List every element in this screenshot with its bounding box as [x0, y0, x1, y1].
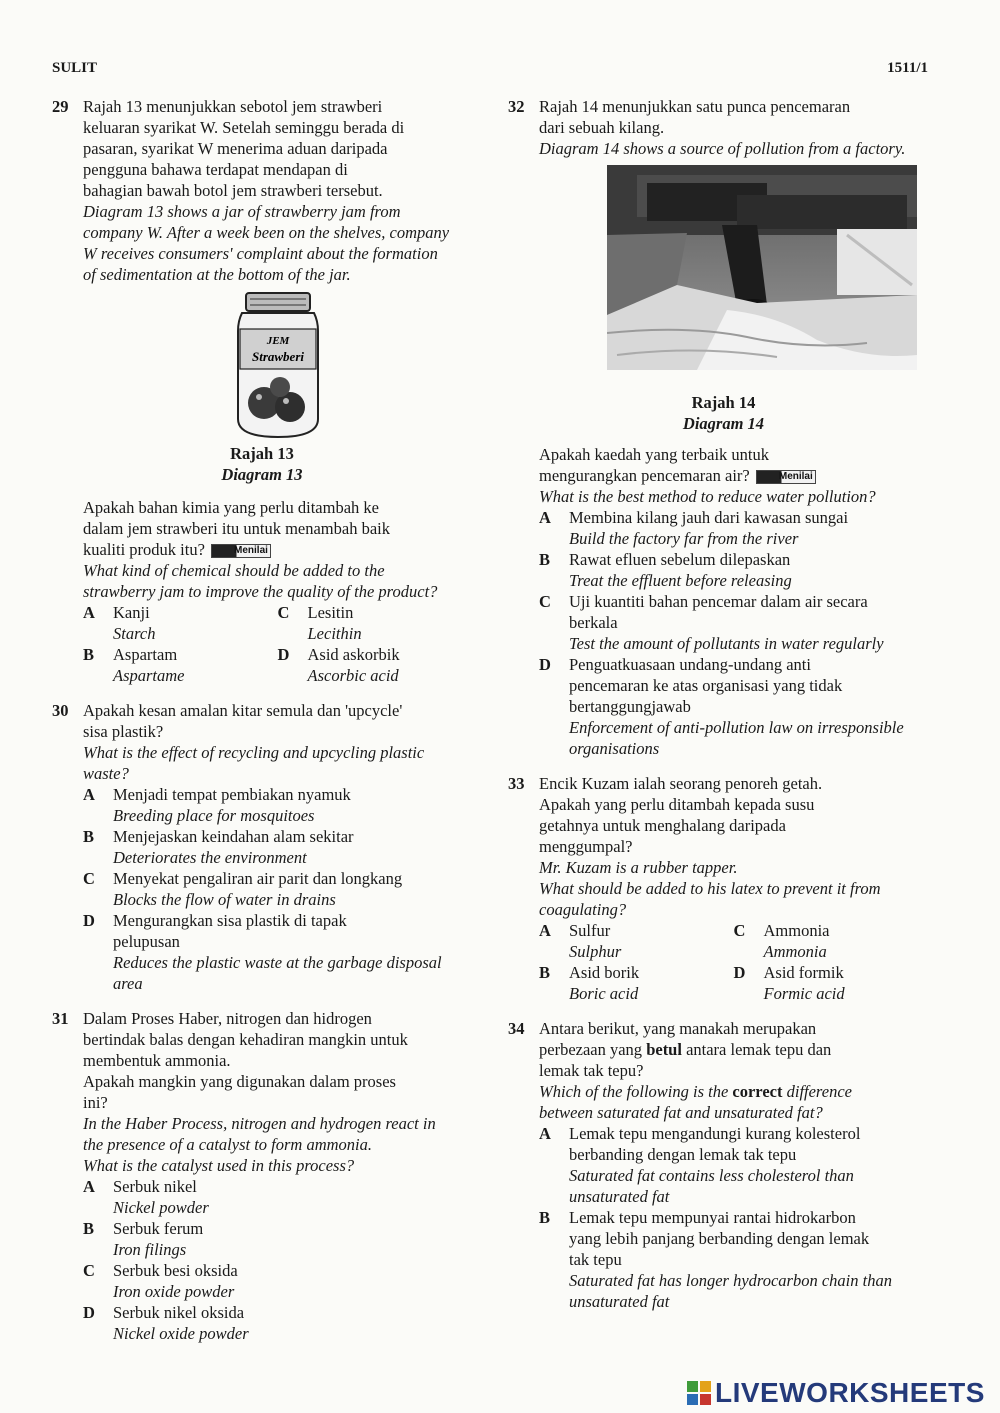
header-sulit: SULIT	[52, 60, 98, 76]
figure-caption-en: Diagram 13	[221, 465, 303, 484]
liveworksheets-logo: LIVEWORKSHEETS	[686, 1377, 985, 1409]
option-c[interactable]: C Serbuk besi oksida Iron oxide powder	[83, 1261, 238, 1301]
text-line: strawberry jam to improve the quality of the product?	[83, 582, 438, 601]
option-a[interactable]: A Membina kilang jauh dari kawasan sungai Build the factory far from the river	[539, 508, 849, 548]
question-33	[508, 773, 928, 1004]
option-d[interactable]: D Asid formik Formic acid	[733, 963, 845, 1003]
text-line: Antara berikut, yang manakah merupakan	[539, 1019, 817, 1038]
factory-pollution-photo	[607, 165, 917, 370]
text-line: membentuk ammonia.	[83, 1051, 231, 1070]
option-a[interactable]: A Serbuk nikel Nickel powder	[83, 1177, 209, 1217]
header-paper-code: 1511/1	[887, 60, 928, 76]
hots-badge: Menilai	[211, 544, 271, 558]
text-line: keluaran syarikat W. Setelah seminggu berada di	[83, 118, 405, 137]
question-text-en	[83, 201, 472, 285]
answer-options	[83, 602, 472, 686]
text-line: In the Haber Process, nitrogen and hydrogen react in	[83, 1114, 436, 1133]
left-column	[52, 96, 472, 1344]
text-line: What is the best method to reduce water pollution?	[539, 487, 876, 506]
text-line: W receives consumers' complaint about the formation	[83, 244, 438, 263]
figure-caption-en: Diagram 14	[682, 414, 765, 433]
text-line: pasaran, syarikat W menerima aduan daripada	[83, 139, 388, 158]
question-prompt-ms	[83, 497, 472, 560]
text-line: Rajah 14 menunjukkan satu punca pencemaran	[539, 97, 851, 116]
text-line: Mr. Kuzam is a rubber tapper.	[539, 858, 738, 877]
option-d[interactable]: D Asid askorbik Ascorbic acid	[277, 645, 400, 685]
text-line: Diagram 13 shows a jar of strawberry jam from	[83, 202, 401, 221]
text-line: kualiti produk itu?	[83, 540, 205, 559]
text-line: the presence of a catalyst to form ammonia.	[83, 1135, 373, 1154]
jam-jar-illustration	[228, 291, 328, 441]
text-line: Apakah bahan kimia yang perlu ditambah ke	[83, 498, 379, 517]
text-line: pengguna bahawa terdapat mendapan di	[83, 160, 348, 179]
jar-label-strawberi: Strawberi	[251, 349, 304, 364]
right-column	[508, 96, 928, 1312]
question-31	[52, 1008, 472, 1344]
option-a[interactable]: A Kanji Starch	[83, 603, 156, 643]
text-line: Apakah kesan amalan kitar semula dan 'upcycle'	[83, 701, 403, 720]
text-line: ini?	[83, 1093, 108, 1112]
text-line: Diagram 14 shows a source of pollution from a factory.	[539, 139, 906, 158]
figure-caption-ms: Rajah 14	[691, 393, 756, 412]
option-c[interactable]: C Uji kuantiti bahan pencemar dalam air secara berkala Test the amount of pollutants in water regularly	[539, 592, 884, 653]
text-line: coagulating?	[539, 900, 627, 919]
text-line: mengurangkan pencemaran air?	[539, 466, 750, 485]
text-line: Rajah 13 menunjukkan sebotol jem strawberi	[83, 97, 383, 116]
option-b[interactable]: B Lemak tepu mempunyai rantai hidrokarbon yang lebih panjang berbanding dengan lemak tak tepu Saturated fat has longer hydrocarbon chain than unsaturated fat	[539, 1208, 892, 1311]
question-number: 30	[52, 701, 69, 720]
question-29	[52, 96, 472, 686]
text-line: perbezaan yang betul antara lemak tepu dan	[539, 1040, 832, 1059]
text-line: Which of the following is the correct difference	[539, 1082, 852, 1101]
text-line: Encik Kuzam ialah seorang penoreh getah.	[539, 774, 823, 793]
option-b[interactable]: B Aspartam Aspartame	[83, 645, 185, 685]
text-line: sisa plastik?	[83, 722, 164, 741]
option-a[interactable]: A Sulfur Sulphur	[539, 921, 622, 961]
text-line: of sedimentation at the bottom of the jar.	[83, 265, 351, 284]
jar-label-jem: JEM	[266, 335, 289, 347]
text-line: What is the effect of recycling and upcycling plastic	[83, 743, 425, 762]
option-a[interactable]: A Menjadi tempat pembiakan nyamuk Breeding place for mosquitoes	[83, 785, 351, 825]
text-line: Apakah yang perlu ditambah kepada susu	[539, 795, 815, 814]
text-line: between saturated fat and unsaturated fat?	[539, 1103, 823, 1122]
question-30	[52, 700, 472, 994]
option-b[interactable]: B Menjejaskan keindahan alam sekitar Deteriorates the environment	[83, 827, 354, 867]
text-line: getahnya untuk menghalang daripada	[539, 816, 786, 835]
text-line: What kind of chemical should be added to the	[83, 561, 385, 580]
answer-options	[539, 920, 928, 1004]
option-a[interactable]: A Lemak tepu mengandungi kurang kolesterol berbanding dengan lemak tak tepu Saturated fat contains less cholesterol than unsaturated fat	[539, 1124, 861, 1206]
text-line: What is the catalyst used in this process?	[83, 1156, 355, 1175]
hots-badge: Menilai	[756, 470, 816, 484]
question-32	[508, 96, 928, 759]
option-b[interactable]: B Rawat efluen sebelum dilepaskan Treat the effluent before releasing	[539, 550, 792, 590]
liveworksheets-mark-icon	[686, 1380, 712, 1406]
question-number: 31	[52, 1009, 69, 1028]
text-line: lemak tak tepu?	[539, 1061, 644, 1080]
question-number: 34	[508, 1019, 525, 1038]
text-line: menggumpal?	[539, 837, 633, 856]
question-number: 32	[508, 97, 525, 116]
option-c[interactable]: C Menyekat pengaliran air parit dan longkang Blocks the flow of water in drains	[83, 869, 403, 909]
option-d[interactable]: D Mengurangkan sisa plastik di tapak pelupusan Reduces the plastic waste at the garbage disposal area	[83, 911, 442, 993]
option-d[interactable]: D Penguatkuasaan undang-undang anti pencemaran ke atas organisasi yang tidak bertanggungjawab Enforcement of anti-pollution law on irresponsible organisations	[539, 655, 904, 758]
question-34	[508, 1018, 928, 1312]
option-c[interactable]: C Ammonia Ammonia	[733, 921, 830, 961]
text-line: company W. After a week been on the shelves, company	[83, 223, 450, 242]
text-line: Dalam Proses Haber, nitrogen dan hidrogen	[83, 1009, 372, 1028]
text-line: waste?	[83, 764, 129, 783]
option-b[interactable]: B Serbuk ferum Iron filings	[83, 1219, 204, 1259]
question-number: 33	[508, 774, 525, 793]
question-prompt-en	[83, 560, 472, 602]
option-b[interactable]: B Asid borik Boric acid	[539, 963, 640, 1003]
text-line: bertindak balas dengan kehadiran mangkin untuk	[83, 1030, 408, 1049]
figure-caption-ms: Rajah 13	[230, 444, 294, 463]
option-d[interactable]: D Serbuk nikel oksida Nickel oxide powder	[83, 1303, 249, 1343]
text-line: dari sebuah kilang.	[539, 118, 665, 137]
text-line: dalam jem strawberi itu untuk menambah baik	[83, 519, 390, 538]
text-line: bahagian bawah botol jem strawberi tersebut.	[83, 181, 383, 200]
text-line: Apakah kaedah yang terbaik untuk	[539, 445, 770, 464]
question-number: 29	[52, 97, 69, 116]
text-line: What should be added to his latex to prevent it from	[539, 879, 881, 898]
text-line: Apakah mangkin yang digunakan dalam proses	[83, 1072, 396, 1091]
question-text-ms	[83, 96, 472, 201]
option-c[interactable]: C Lesitin Lecithin	[277, 603, 362, 643]
